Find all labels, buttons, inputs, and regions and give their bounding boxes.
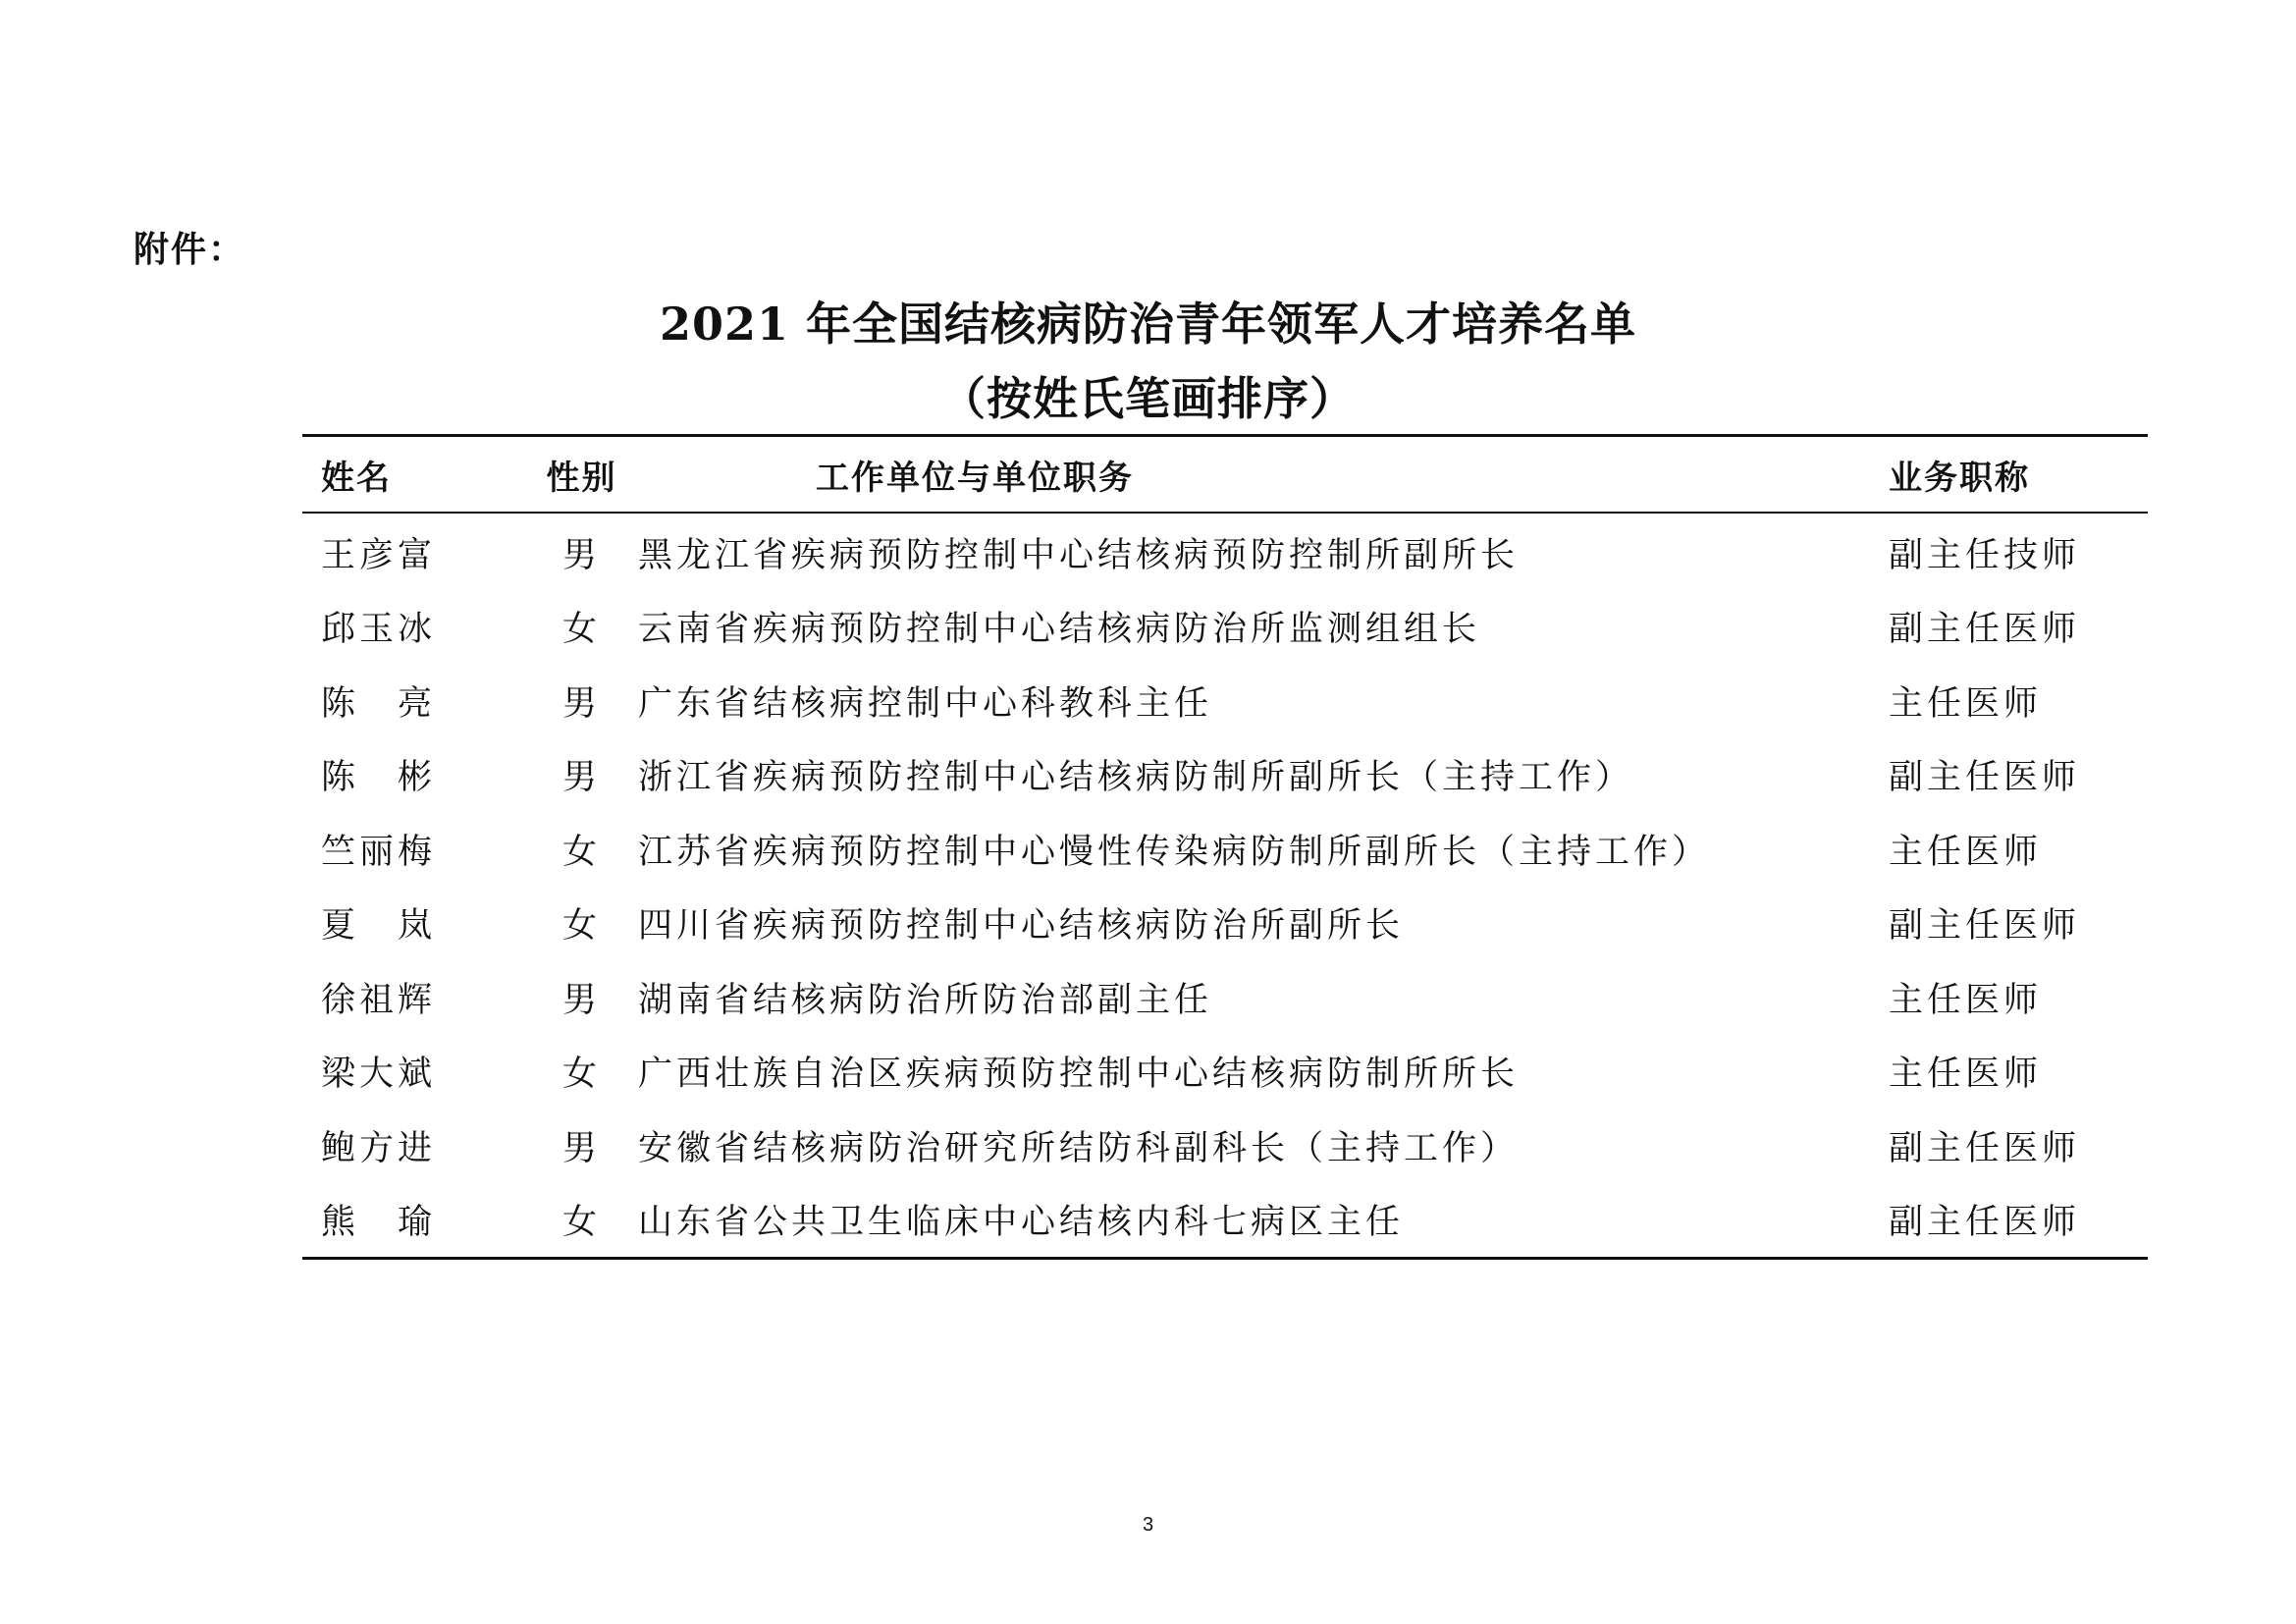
cell-name: 徐祖辉 <box>321 980 437 1020</box>
cell-unit-position: 四川省疾病预防控制中心结核病防治所副所长 <box>638 906 1405 947</box>
cell-name: 陈 彬 <box>321 758 437 798</box>
cell-professional-title: 副主任技师 <box>1889 535 2081 575</box>
cell-gender: 女 <box>561 1055 601 1095</box>
cell-unit-position: 黑龙江省疾病预防控制中心结核病预防控制所副所长 <box>638 535 1520 575</box>
talent-list-table-container <box>302 434 2081 1260</box>
cell-name: 夏 岚 <box>321 906 437 947</box>
cell-gender: 女 <box>561 1203 601 1243</box>
cell-professional-title: 副主任医师 <box>1889 906 2081 947</box>
table-row <box>302 887 2148 961</box>
cell-unit-position: 湖南省结核病防治所防治部副主任 <box>638 980 1213 1020</box>
cell-gender: 男 <box>561 535 601 575</box>
cell-name: 梁大斌 <box>321 1055 437 1095</box>
cell-unit-position: 安徽省结核病防治研究所结防科副科长（主持工作） <box>638 1128 1520 1168</box>
document-subtitle: （按姓氏笔画排序） <box>940 372 1356 425</box>
cell-name: 熊 瑜 <box>321 1203 437 1243</box>
cell-unit-position: 广西壮族自治区疾病预防控制中心结核病防制所所长 <box>638 1055 1520 1095</box>
cell-unit-position: 浙江省疾病预防控制中心结核病防制所副所长（主持工作） <box>638 758 1634 798</box>
cell-name: 王彦富 <box>321 535 437 575</box>
cell-gender: 女 <box>561 610 601 650</box>
cell-gender: 男 <box>561 683 601 724</box>
talent-list-table <box>302 434 2148 1260</box>
table-row <box>302 738 2148 813</box>
cell-gender: 女 <box>561 906 601 947</box>
cell-professional-title: 主任医师 <box>1889 683 2043 724</box>
table-row <box>302 590 2148 665</box>
cell-professional-title: 副主任医师 <box>1889 758 2081 798</box>
cell-professional-title: 副主任医师 <box>1889 1203 2081 1243</box>
cell-name: 竺丽梅 <box>321 832 437 872</box>
table-row <box>302 513 2148 590</box>
cell-professional-title: 主任医师 <box>1889 980 2043 1020</box>
cell-unit-position: 江苏省疾病预防控制中心慢性传染病防制所副所长（主持工作） <box>638 832 1711 872</box>
table-header-row <box>302 436 2148 514</box>
table-row <box>302 664 2148 738</box>
document-title: 2021 年全国结核病防治青年领军人才培养名单 <box>659 298 1637 351</box>
cell-unit-position: 山东省公共卫生临床中心结核内科七病区主任 <box>638 1203 1405 1243</box>
cell-name: 鲍方进 <box>321 1128 437 1168</box>
cell-name: 邱玉冰 <box>321 610 437 650</box>
table-row <box>302 812 2148 887</box>
page-number: 3 <box>1142 1514 1154 1536</box>
cell-unit-position: 云南省疾病预防控制中心结核病防治所监测组组长 <box>638 610 1481 650</box>
table-row <box>302 960 2148 1035</box>
table-header <box>302 436 2148 514</box>
cell-professional-title: 副主任医师 <box>1889 610 2081 650</box>
table-row <box>302 1183 2148 1259</box>
header-professional-title: 业务职称 <box>1889 458 2030 498</box>
cell-professional-title: 主任医师 <box>1889 832 2043 872</box>
cell-gender: 女 <box>561 832 601 872</box>
cell-professional-title: 副主任医师 <box>1889 1128 2081 1168</box>
cell-gender: 男 <box>561 758 601 798</box>
header-gender: 性别 <box>546 458 617 498</box>
cell-gender: 男 <box>561 980 601 1020</box>
cell-gender: 男 <box>561 1128 601 1168</box>
table-body <box>302 513 2148 1259</box>
cell-professional-title: 主任医师 <box>1889 1055 2043 1095</box>
table-row <box>302 1035 2148 1110</box>
header-unit-position: 工作单位与单位职务 <box>816 458 1134 498</box>
table-row <box>302 1109 2148 1183</box>
attachment-label: 附件： <box>133 230 246 270</box>
cell-name: 陈 亮 <box>321 683 437 724</box>
cell-unit-position: 广东省结核病控制中心科教科主任 <box>638 683 1213 724</box>
header-name: 姓名 <box>321 458 392 498</box>
